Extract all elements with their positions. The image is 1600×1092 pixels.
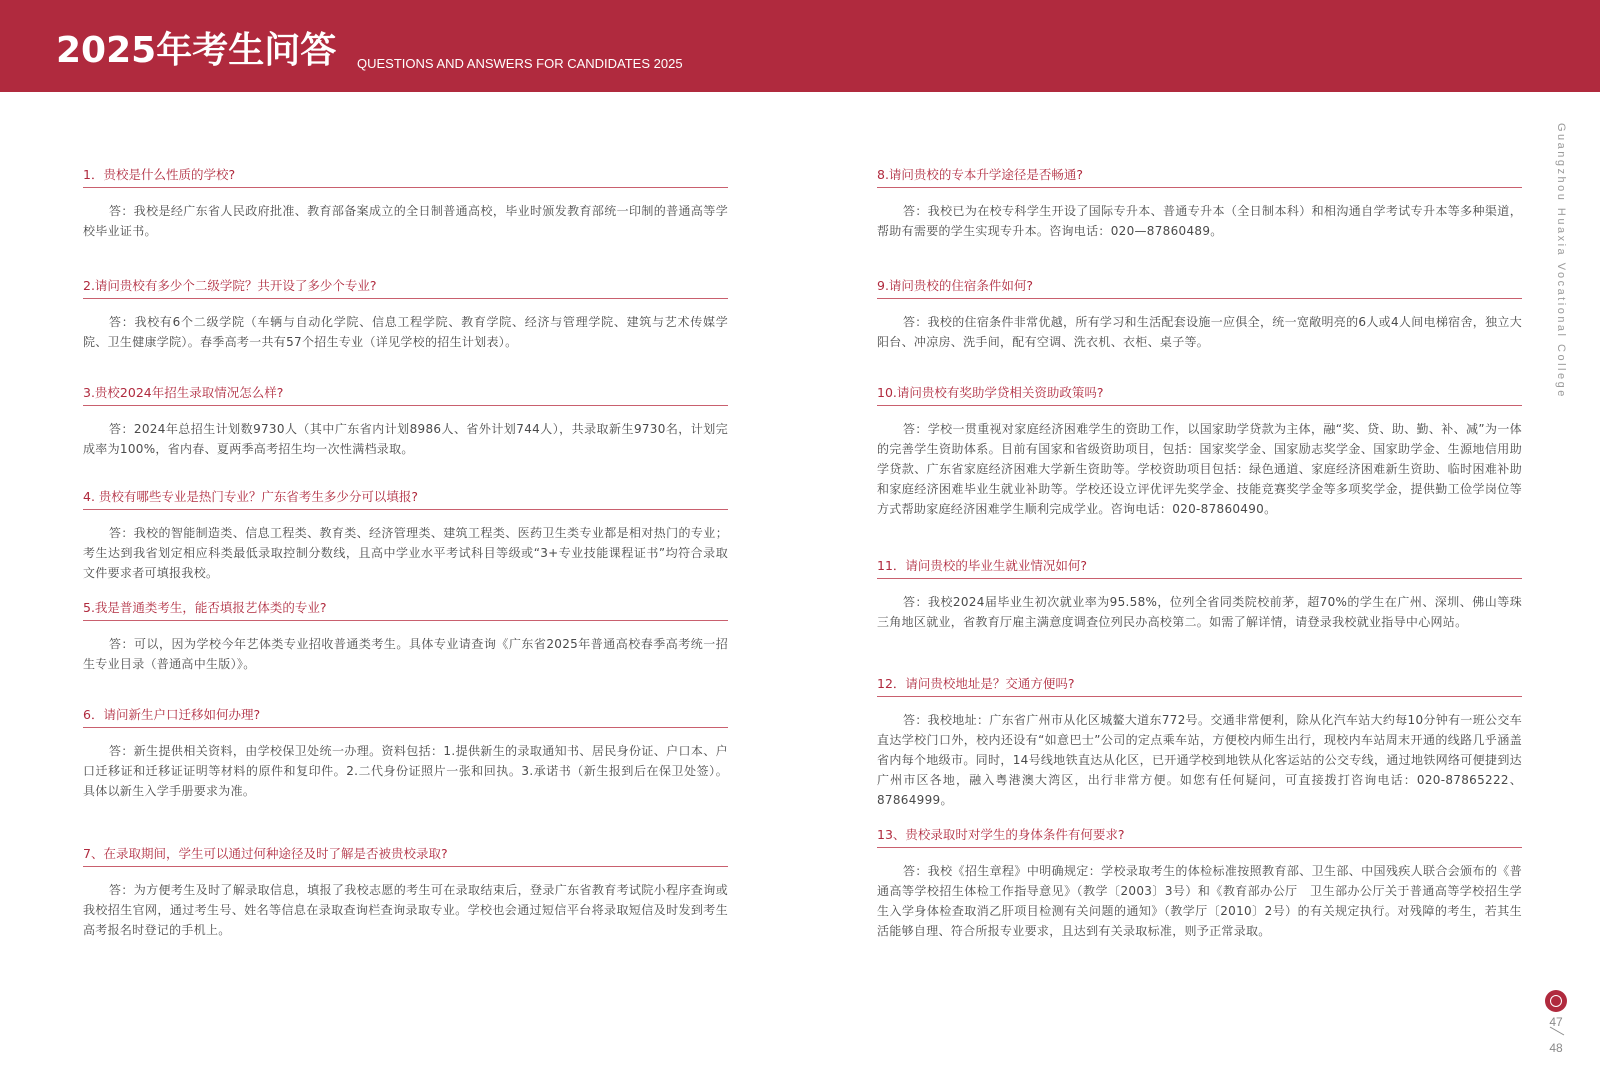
answer: 答：新生提供相关资料，由学校保卫处统一办理。资料包括：1.提供新生的录取通知书、居民身份证、户口本、户口迁移证和迁移证证明等材料的原件和复印件。2.二代身份证照片一张和回执。3.承诺书（新生报到后在保卫处签）。具体以新生入学手册要求为准。: [83, 744, 728, 798]
qa-item: [877, 826, 1522, 941]
qa-item: [877, 557, 1522, 632]
question: 2.请问贵校有多少个二级学院？共开设了多少个专业?: [83, 277, 728, 299]
qa-item: [877, 384, 1522, 519]
answer: 答：我校是经广东省人民政府批准、教育部备案成立的全日制普通高校，毕业时颁发教育部统一印制的普通高等学校毕业证书。: [83, 204, 728, 238]
question: 3.贵校2024年招生录取情况怎么样?: [83, 384, 728, 406]
answer: 答：我校的智能制造类、信息工程类、教育类、经济管理类、建筑工程类、医药卫生类专业都是相对热门的专业；考生达到我省划定相应科类最低录取控制分数线，且高中学业水平考试科目等级或“3+专业技能课程证书”均符合录取文件要求者可填报我校。: [83, 526, 728, 580]
answer: 答：我校的住宿条件非常优越，所有学习和生活配套设施一应俱全，统一宽敞明亮的6人或4人间电梯宿舍，独立大阳台、冲凉房、洗手间，配有空调、洗衣机、衣柜、桌子等。: [877, 315, 1522, 349]
answer: 答：我校地址：广东省广州市从化区城鳌大道东772号。交通非常便利，除从化汽车站大约每10分钟有一班公交车直达学校门口外，校内还设有“如意巴士”公司的定点乘车站，方便校内师生出行，现校内车站周末开通的线路几乎涵盖省内每个地级市。同时，14号线地铁直达从化区，已开通学校到地铁从化客运站的公交专线，通过地铁网络可便捷到达广州市区各地，融入粤港澳大湾区，出行非常方便。如您有任何疑问，可直接拨打咨询电话：020-87865222、87864999。: [877, 713, 1523, 807]
qa-item: [83, 706, 728, 801]
question: 13、贵校录取时对学生的身体条件有何要求?: [877, 826, 1522, 848]
qa-item: [83, 277, 728, 352]
header-banner: [0, 0, 1600, 92]
question: 7、在录取期间，学生可以通过何种途径及时了解是否被贵校录取?: [83, 845, 728, 867]
question: 8.请问贵校的专本升学途径是否畅通?: [877, 166, 1522, 188]
qa-item: [877, 277, 1522, 352]
qa-item: [877, 166, 1522, 241]
answer: 答：我校有6个二级学院（车辆与自动化学院、信息工程学院、教育学院、经济与管理学院、建筑与艺术传媒学院、卫生健康学院）。春季高考一共有57个招生专业（详见学校的招生计划表）。: [83, 315, 728, 349]
page-title: 2025年考生问答: [56, 30, 337, 71]
qa-item: [83, 166, 728, 241]
answer: 答：学校一贯重视对家庭经济困难学生的资助工作，以国家助学贷款为主体，融“奖、贷、助、勤、补、减”为一体的完善学生资助体系。目前有国家和省级资助项目，包括：国家奖学金、国家励志奖学金、国家助学金、生源地信用助学贷款、广东省家庭经济困难大学新生资助等。学校资助项目包括：绿色通道、家庭经济困难新生资助、临时困难补助和家庭经济困难毕业生就业补助等。学校还设立评优评先奖学金、技能竞赛奖学金等多项奖学金，提供勤工俭学岗位等方式帮助家庭经济困难学生顺利完成学业。咨询电话：020-87860490。: [877, 422, 1522, 516]
page-number-left: 47: [1549, 1015, 1563, 1029]
college-seal-icon: [1545, 990, 1567, 1012]
answer: 答：为方便考生及时了解录取信息，填报了我校志愿的考生可在录取结束后，登录广东省教育考试院小程序查询或我校招生官网，通过考生号、姓名等信息在录取查询栏查询录取专业。学校也会通过短信平台将录取短信及时发到考生高考报名时登记的手机上。: [83, 883, 728, 937]
question: 10.请问贵校有奖助学贷相关资助政策吗?: [877, 384, 1522, 406]
qa-item: [83, 384, 728, 459]
page-subtitle: QUESTIONS AND ANSWERS FOR CANDIDATES 2025: [357, 56, 683, 71]
answer: 答：我校《招生章程》中明确规定：学校录取考生的体检标准按照教育部、卫生部、中国残疾人联合会颁布的《普通高等学校招生体检工作指导意见》（教学〔2003〕3号）和《教育部办公厅 卫生部办公厅关于普通高等学校招生学生入学身体检查取消乙肝项目检测有关问题的通知》（教学厅〔2010〕2号）的有关规定执行。对残障的考生，若其生活能够自理、符合所报专业要求，且达到有关录取标准，则予正常录取。: [877, 864, 1522, 938]
qa-item: [83, 488, 728, 583]
question: 5.我是普通类考生，能否填报艺体类的专业?: [83, 599, 728, 621]
answer: 答：我校已为在校专科学生开设了国际专升本、普通专升本（全日制本科）和相沟通自学考试专升本等多种渠道，帮助有需要的学生实现专升本。咨询电话：020—87860489。: [877, 204, 1522, 238]
question: 1．贵校是什么性质的学校?: [83, 166, 728, 188]
qa-item: [877, 675, 1522, 810]
answer: 答：可以，因为学校今年艺体类专业招收普通类考生。具体专业请查询《广东省2025年普通高校春季高考统一招生专业目录（普通高中生版）》。: [83, 637, 728, 671]
qa-item: [83, 599, 728, 674]
question: 11．请问贵校的毕业生就业情况如何?: [877, 557, 1522, 579]
page-number-right: 48: [1549, 1041, 1563, 1055]
page-divider-slash: [1546, 1024, 1568, 1038]
college-name-vertical: Guangzhou Huaxia Vocational College: [1555, 123, 1567, 399]
qa-item: [83, 845, 728, 940]
answer: 答：我校2024届毕业生初次就业率为95.58%，位列全省同类院校前茅，超70%的学生在广州、深圳、佛山等珠三角地区就业，省教育厅雇主满意度调查位列民办高校第二。如需了解详情，请登录我校就业指导中心网站。: [877, 595, 1522, 629]
question: 9.请问贵校的住宿条件如何?: [877, 277, 1522, 299]
question: 12．请问贵校地址是？交通方便吗?: [877, 675, 1522, 697]
question: 6．请问新生户口迁移如何办理?: [83, 706, 728, 728]
answer: 答：2024年总招生计划数9730人（其中广东省内计划8986人、省外计划744人），共录取新生9730名，计划完成率为100%，省内春、夏两季高考招生均一次性满档录取。: [83, 422, 728, 456]
question: 4. 贵校有哪些专业是热门专业？广东省考生多少分可以填报?: [83, 488, 728, 510]
